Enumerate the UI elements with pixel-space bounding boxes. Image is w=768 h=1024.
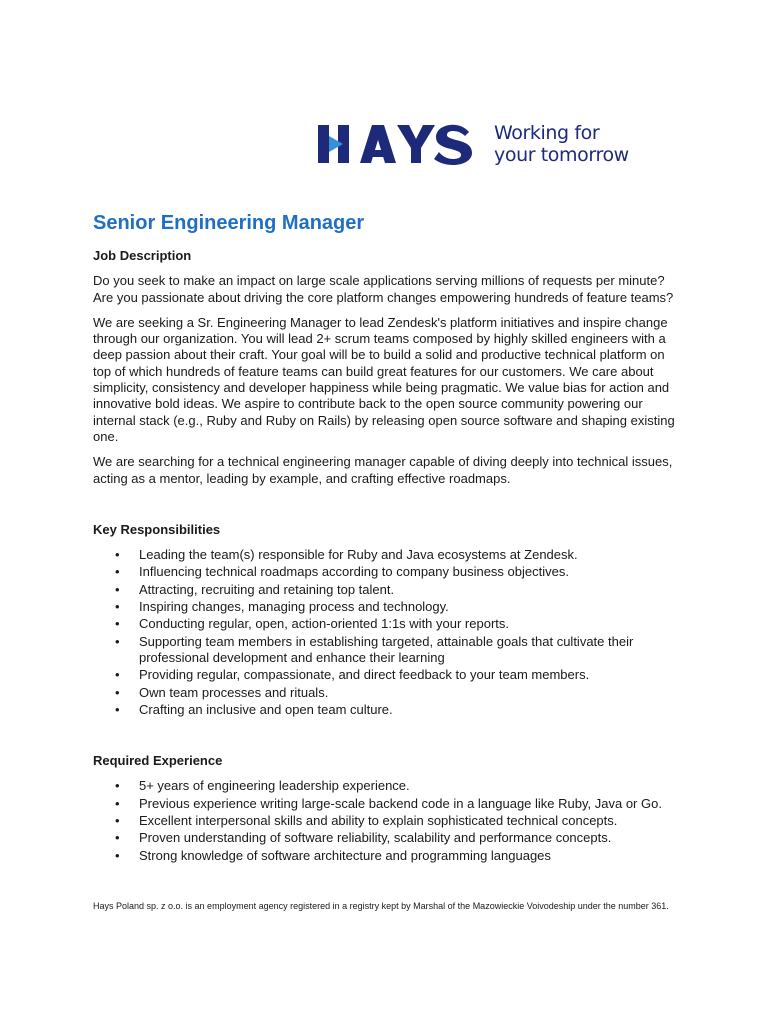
bullet-icon: • <box>115 633 120 649</box>
list-item: • Conducting regular, open, action-oriented 1:1s with your reports. <box>115 616 509 632</box>
bullet-icon: • <box>115 830 120 846</box>
hays-logo <box>318 122 629 166</box>
required-experience-heading: Required Experience <box>93 753 223 769</box>
description-paragraph-3: We are searching for a technical engineering manager capable of diving deeply into technical issues, acting as a mentor, leading by example, and crafting effective roadmaps. <box>93 454 673 486</box>
list-item: • Previous experience writing large-scale backend code in a language like Ruby, Java or Go. <box>115 795 662 811</box>
list-item: • Attracting, recruiting and retaining top talent. <box>115 581 395 597</box>
responsibilities-list <box>93 547 683 718</box>
list-item: • Inspiring changes, managing process and technology. <box>115 599 449 615</box>
legal-footer: Hays Poland sp. z o.o. is an employment agency registered in a registry kept by Marshal of the Mazowieckie Voivodeship under the number 361. <box>93 901 669 911</box>
hays-logo-icon <box>318 123 476 165</box>
list-item: • Proven understanding of software reliability, scalability and performance concepts. <box>115 830 612 846</box>
job-posting <box>93 210 683 865</box>
experience-list <box>93 778 683 863</box>
bullet-icon: • <box>115 684 120 700</box>
job-title: Senior Engineering Manager <box>93 212 365 234</box>
tagline-line-2: your tomorrow <box>494 144 629 166</box>
bullet-icon: • <box>115 564 120 580</box>
key-responsibilities-heading: Key Responsibilities <box>93 521 221 537</box>
bullet-icon: • <box>115 847 120 863</box>
list-item: • Strong knowledge of software architecture and programming languages <box>115 847 551 863</box>
job-description-heading: Job Description <box>93 248 192 263</box>
list-item: • Own team processes and rituals. <box>115 684 329 700</box>
bullet-icon: • <box>115 667 120 683</box>
list-item: • Supporting team members in establishing targeted, attainable goals that cultivate their professional development and enhance their learning <box>115 633 634 665</box>
list-item: • Crafting an inclusive and open team culture. <box>115 701 393 717</box>
description-paragraph-1: Do you seek to make an impact on large scale applications serving millions of requests per minute? Are you passionate about driving the core platform changes empowering hundreds of feature teams? <box>93 273 674 305</box>
bullet-icon: • <box>115 599 120 615</box>
bullet-icon: • <box>115 616 120 632</box>
list-item: • Excellent interpersonal skills and ability to explain sophisticated technical concepts. <box>115 813 618 829</box>
bullet-icon: • <box>115 701 120 717</box>
bullet-icon: • <box>115 581 120 597</box>
list-item: • Influencing technical roadmaps according to company business objectives. <box>115 564 569 580</box>
tagline-line-1: Working for <box>494 122 600 144</box>
bullet-icon: • <box>115 795 120 811</box>
bullet-icon: • <box>115 813 120 829</box>
bullet-icon: • <box>115 547 120 563</box>
bullet-icon: • <box>115 778 120 794</box>
description-paragraph-2: We are seeking a Sr. Engineering Manager to lead Zendesk's platform initiatives and inspire change through our organization. You will lead 2+ scrum teams composed by highly skilled engineers with a deep passion about their craft. Your goal will be to build a solid and productive technical platform on top of which hundreds of feature teams can build great features for our customers. We care about simplicity, consistency and developer happiness while being pragmatic. We value bias for action and innovative bold ideas. We aspire to contribute back to the open source community powering our internal stack (e.g., Ruby and Ruby on Rails) by releasing open source software and shaping existing one. <box>93 314 675 444</box>
hays-tagline <box>494 122 629 166</box>
list-item: • Providing regular, compassionate, and direct feedback to your team members. <box>115 667 590 683</box>
list-item: • 5+ years of engineering leadership experience. <box>115 778 410 794</box>
list-item: • Leading the team(s) responsible for Ruby and Java ecosystems at Zendesk. <box>115 547 578 563</box>
